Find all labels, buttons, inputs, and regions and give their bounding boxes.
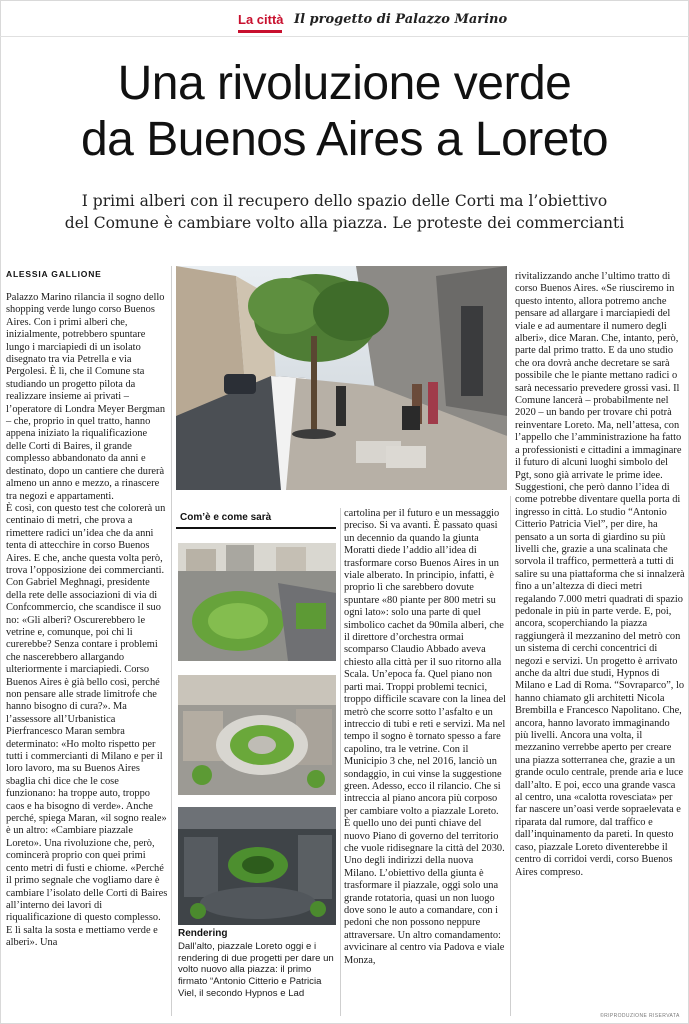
headline-line-2: da Buenos Aires a Loreto	[80, 113, 609, 166]
render-image-2	[178, 675, 336, 795]
paragraph: cartolina per il futuro e un messaggio preciso. Si va avanti. È passato quasi un decennio da quando la giunta Moratti diede l’addio all’idea di trasformare corso Buenos Aires in un viale alberato. In principio, infatti, è proprio lì che sarebbero dovute spuntare «80 piante per 800 metri su ogni lato»: solo una parte di quel simbolico cachet da 90mila alberi, che il direttore d’orchestra ormai scomparso Claudio Abbado aveva chiesto alla città per il suo ritorno alla Scala. Un’epoca fa. Quel piano non partì mai. Troppi problemi tecnici, troppo difficile scavare con la linea del metrò che scorre sotto l’asfalto e un intreccio di tubi e reti e servizi. Ma nel tempo il sogno è tornato spesso a fare capolino, tra le vetrine. Con il Municipio 3 che, nel 2016, lanciò un sondaggio, in cui vinse la suggestione green. Adesso, ecco il rilancio. Che si intreccia al piano ancora più corposo per cambiare volto a piazzale Loreto. È quello uno dei punti chiave del nuovo Piano di governo del territorio che vuole ridisegnare la città del 2030. Uno degli indirizzi della nuova Milano. L’obiettivo della giunta è trasformare il piazzale, oggi solo una grande rotatoria, quasi un non luogo dove sono le auto a comandare, con i pedoni che non possono neppure attraversare. Un altro comandamento: avvicinare al centro via Padova e viale Monza,	[344, 508, 506, 966]
byline: ALESSIA GALLIONE	[6, 269, 102, 279]
rendering-citterio-viel-image	[178, 675, 336, 795]
rendering-hypnos-lad-image	[178, 807, 336, 925]
paragraph: rivitalizzando anche l’ultimo tratto di corso Buenos Aires. «Se riusciremo in questo intento, allora potremo anche pensare ad allargare i marciapiedi del viale e ad aumentare il numero degli alberi», dice Maran. Che, intanto, però, parte dal primo tratto. E da uno studio che ora dovrà anche decretare se sarà possibile che le piante mettano radici o sarà necessario prevedere grossi vasi. Il Comune lancerà – probabilmente nel 2020 – un bando per trovare chi potrà reinventare Loreto. Ma, nell’attesa, con l’appello che l’amministrazione ha fatto a professionisti e cittadini a immaginare il futuro di alcuni luoghi simbolo del Pgt, sono già arrivate le prime idee. Suggestioni, che però danno l’idea di come potrebbe diventare quella porta di ingresso in città. Lo studio “Antonio Citterio Patricia Viel”, per dire, ha pensato a un sorta di giardino su più livelli che, grazie a una scalinata che sorvola il traffico, permetterà a tutti di salire su una piattaforma che si innalzerà fino a un’altezza di dieci metri regalando 7.000 metri quadrati di spazio pedonale in più in parte verde. E, poi, ancora, scoperchiando la piazza raggiungerà il mezzanino del metrò con un sistema di cerchi concentrici di negozi e servizi. Un progetto è arrivato anche da altri due studi, Hypnos di Milano e Lad di Roma. “Sovraparco”, lo hanno chiamato gli architetti Nicola Brembilla e Francesco Napolitano. Che, ancora, hanno lavorato immaginando più livelli. Ancora una volta, il mezzanino verrebbe aperto per creare una piazza sotterranea che, grazie a un grande oculo centrale, prende aria e luce dall’alto. E poi, ecco una grande vasca al centro, una «calotta rovesciata» per far nascere un’oasi verde sopraelevata e riparata dal rumore, dal traffico e dall’inquinamento da pareti. In questo caso, piazzale Loreto diventerebbe il centro di corridoi verdi, corso Buenos Aires compreso.	[515, 271, 685, 878]
column-left	[6, 292, 168, 950]
aerial-loreto-image	[178, 543, 336, 661]
box-rule	[176, 527, 336, 529]
section-label[interactable]: La città	[238, 12, 284, 27]
copyright-notice: ©RIPRODUZIONE RISERVATA	[600, 1013, 680, 1019]
column-divider-left	[171, 266, 172, 1016]
paragraph: È così, con questo test che colorerà un centinaio di metri, che prova a rimettere radici un’idea che da anni tenta di attecchire in corso Buenos Aires. E che, anche questa volta però, trova l’opposizione dei commercianti. Con Gabriel Meghnagi, presidente della rete delle associazioni di via di Confcommercio, che scandisce il suo no: «Gli alberi? Oscurerebbero le vetrine e, comunque, poi chi li curerebbe? Senza contare i problemi che nascerebbero allargando ulteriormente i marciapiedi. Corso Buenos Aires è già bello così, perché non pensare alle strade limitrofe che hanno bisogno di cura?». Ma l’assessore all’Urbanistica Pierfrancesco Maran sembra determinato: «Ho molto rispetto per tutti i commercianti di Milano e per il loro lavoro, ma su Buenos Aires sbaglia chi dice che le cose funzionano: ha troppe auto, troppo caos e ha bisogno di verde». Anche perché, spiega Maran, «il sogno reale» è un altro: «Cambiare piazzale Loreto». Una rivoluzione che, però, comincerà proprio con quei primi cento metri di fusti e chiome. «Perché il primo segnale che vogliamo dare è cambiare l’isolato delle Corti di Baires all’interno dei lavori di riqualificazione di questo complesso. E lì salta la sosta e mettiamo verde e alberi». Una	[6, 502, 168, 949]
column-middle	[344, 508, 507, 967]
section-underline	[238, 30, 282, 33]
render-image-3	[178, 807, 336, 925]
caption-title: Rendering	[178, 928, 228, 939]
caption-text: Dall’alto, piazzale Loreto oggi e i rendering di due progetti per dare un volto nuovo alla piazza: il primo firmato “Antonio Citterio e Patricia Viel, il secondo Hypnos e Lad	[178, 941, 334, 999]
paragraph: Palazzo Marino rilancia il sogno dello shopping verde lungo corso Buenos Aires. Con i primi alberi che, inizialmente, potrebbero spuntare lungo i marciapiedi di un isolato disegnato tra via Petrella e via Pergolesi. È lì, che il Comune sta studiando un progetto pilota da realizzare insieme ai privati – l’operatore di Londra Meyer Bergman – che, proprio in quel tratto, hanno appena iniziato la riqualificazione delle Corti di Baires, il grande complesso abbandonato da anni e destinato, dopo un cantiere che durerà almeno un anno e mezzo, a rinascere tra negozi e appartamenti.	[6, 292, 166, 502]
column-divider-box	[340, 508, 341, 1016]
headline-line-1: Una rivoluzione verde	[117, 57, 572, 110]
series-label: Il progetto di Palazzo Marino	[294, 12, 508, 27]
main-photo	[176, 266, 507, 490]
deck-line-2: del Comune è cambiare volto alla piazza. Le proteste dei commercianti	[64, 214, 625, 232]
render-image-1	[178, 543, 336, 661]
column-right	[515, 271, 685, 879]
box-title: Com’è e come sarà	[180, 512, 272, 523]
column-divider-right	[510, 496, 511, 1016]
street-rendering-image	[176, 266, 507, 490]
deck-line-1: I primi alberi con il recupero dello spazio delle Corti ma l’obiettivo	[81, 192, 608, 210]
